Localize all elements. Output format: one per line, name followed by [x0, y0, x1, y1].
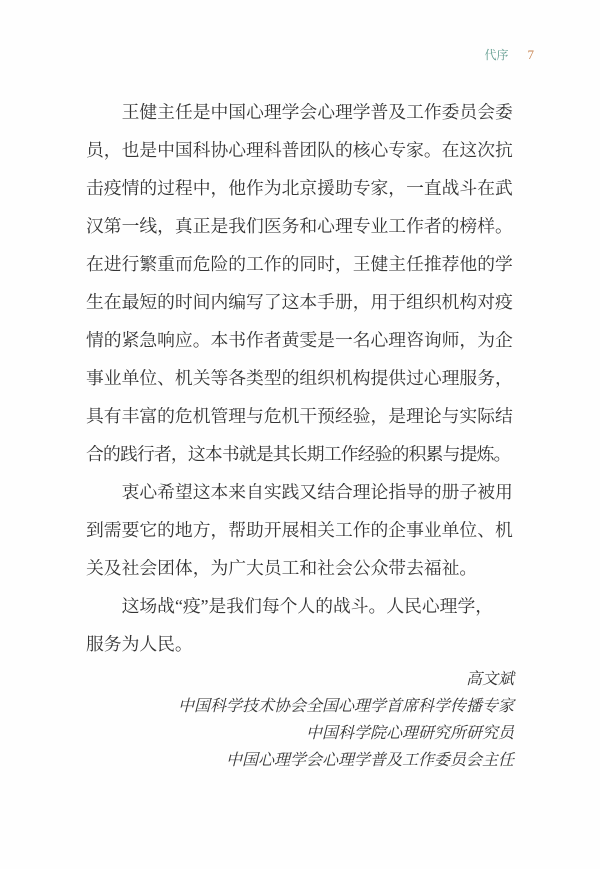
signature-name: 高文斌: [465, 671, 514, 688]
text-line: 关及社会团体，为广大员工和社会公众带去福祉。: [86, 558, 478, 578]
paragraph: [86, 473, 516, 587]
text-line: 服务为人民。: [86, 634, 193, 654]
text-line: 合的践行者，这本书就是其长期工作经验的积累与提炼。: [86, 444, 511, 464]
text-line: 在进行繁重而危险的工作的同时，王健主任推荐他的学: [86, 254, 513, 274]
text-line: 具有丰富的危机管理与危机干预经验，是理论与实际结: [86, 406, 513, 426]
text-line: 这场战“疫”是我们每个人的战斗。人民心理学，: [121, 596, 494, 616]
text-line: 击疫情的过程中，他作为北京援助专家，一直战斗在武: [86, 178, 513, 198]
text-line: 员，也是中国科协心理科普团队的核心专家。在这次抗: [86, 140, 513, 160]
text-line: 到需要它的地方，帮助开展相关工作的企事业单位、机: [86, 520, 513, 540]
signature-title-line: 中国科学院心理研究所研究员: [305, 725, 514, 742]
signature-block: [86, 666, 514, 774]
paragraph: [86, 93, 516, 473]
page-header: [484, 46, 534, 63]
signature-title-line: 中国心理学会心理学普及工作委员会主任: [225, 752, 514, 769]
page-number: 7: [527, 47, 534, 62]
text-line: 王健主任是中国心理学会心理学普及工作委员会委: [121, 102, 513, 122]
text-line: 衷心希望这本来自实践又结合理论指导的册子被用: [121, 482, 513, 502]
text-line: 情的紧急响应。本书作者黄雯是一名心理咨询师，为企: [86, 330, 513, 350]
text-line: 生在最短的时间内编写了这本手册，用于组织机构对疫: [86, 292, 513, 312]
signature-title-line: 中国科学技术协会全国心理学首席科学传播专家: [177, 698, 514, 715]
text-line: 事业单位、机关等各类型的组织机构提供过心理服务，: [86, 368, 513, 388]
header-chapter-title: 代序: [484, 48, 509, 62]
text-line: 汉第一线，真正是我们医务和心理专业工作者的榜样。: [86, 216, 513, 236]
paragraph: [86, 587, 516, 663]
preface-body: [86, 93, 516, 663]
